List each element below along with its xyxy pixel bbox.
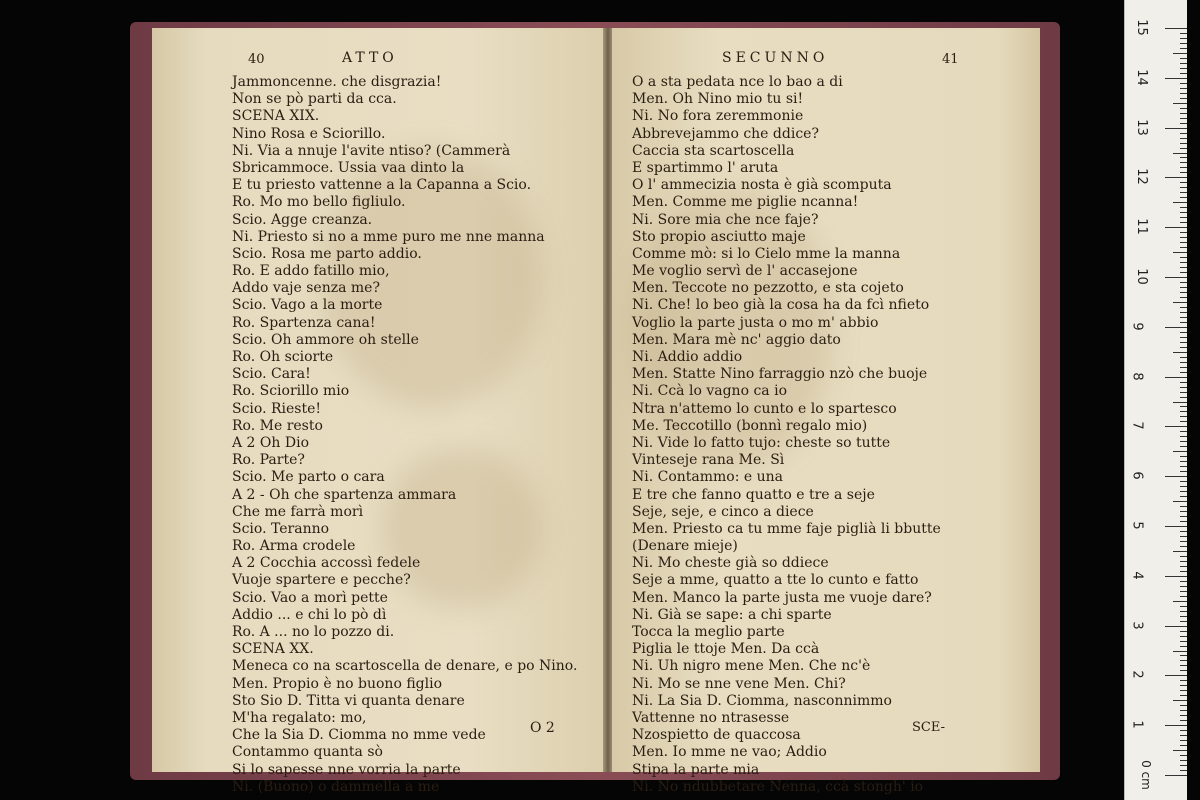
- text-line: Ni. No fora zeremmonie: [632, 108, 804, 125]
- ruler-number: 13: [1133, 118, 1149, 136]
- text-line: Piglia le ttoje Men. Da ccà: [632, 641, 820, 658]
- ruler-tick: [1180, 108, 1187, 109]
- text-line: M'ha regalato: mo,: [232, 709, 367, 726]
- ruler-tick: [1173, 53, 1187, 54]
- text-line: Ro. Spartenza cana!: [232, 314, 376, 331]
- ruler-tick: [1180, 58, 1187, 59]
- ruler-number: 10: [1133, 268, 1149, 285]
- text-line: Scio. Teranno: [232, 520, 330, 537]
- ruler-tick: [1180, 48, 1187, 49]
- text-line: Sto Sio D. Titta vi quanta denare: [232, 692, 465, 709]
- ruler-tick: [1165, 177, 1187, 178]
- ruler-number: 3: [1129, 620, 1145, 630]
- ruler-tick: [1180, 770, 1187, 771]
- ruler-tick: [1180, 317, 1187, 318]
- ruler-number: 4: [1129, 571, 1145, 580]
- text-line: Ni. Mo se nne vene Men. Chi?: [632, 675, 846, 692]
- ruler-tick: [1180, 566, 1187, 567]
- ruler-tick: [1180, 212, 1187, 213]
- ruler-tick: [1180, 506, 1187, 507]
- ruler-tick: [1180, 237, 1187, 238]
- text-line: Men. Propio è no buono figlio: [232, 675, 443, 692]
- text-line: Caccia sta scartoscella: [632, 142, 795, 159]
- text-line: Scio. Me parto o cara: [232, 469, 385, 486]
- text-line: Ni. Uh nigro mene Men. Che nc'è: [632, 658, 871, 675]
- text-line: Ntra n'attemo lo cunto e lo spartesco: [632, 400, 897, 417]
- text-line: Scio. Cara!: [232, 366, 311, 383]
- text-line: Ni. No ndubbetare Nenna, ccà stongh' io: [632, 778, 924, 795]
- ruler-number: 5: [1129, 521, 1145, 530]
- text-line: Ni. Sore mia che nce faje?: [632, 211, 819, 228]
- ruler-tick: [1173, 551, 1187, 552]
- ruler-tick: [1180, 631, 1187, 632]
- ruler-tick: [1180, 690, 1187, 691]
- ruler-tick: [1180, 118, 1187, 119]
- ruler-tick: [1180, 670, 1187, 671]
- text-line: Ro. Mo mo bello figliulo.: [232, 194, 406, 211]
- ruler-tick: [1180, 481, 1187, 482]
- ruler-tick: [1180, 187, 1187, 188]
- ruler-tick: [1180, 138, 1187, 139]
- ruler-tick: [1180, 337, 1187, 338]
- ruler-tick: [1180, 710, 1187, 711]
- ruler-tick: [1180, 586, 1187, 587]
- ruler-tick: [1180, 123, 1187, 124]
- text-line: Vuoje spartere e pecche?: [232, 572, 411, 589]
- text-line: Men. Statte Nino farraggio nzò che buoje: [632, 366, 928, 383]
- ruler-tick: [1180, 73, 1187, 74]
- ruler-tick: [1180, 411, 1187, 412]
- page-number: 40: [248, 52, 265, 67]
- ruler-tick: [1180, 606, 1187, 607]
- ruler-tick: [1173, 302, 1187, 303]
- text-line: Ni. Contammo: e una: [632, 469, 784, 486]
- ruler-tick: [1173, 153, 1187, 154]
- ruler-tick: [1180, 621, 1187, 622]
- ruler-tick: [1180, 416, 1187, 417]
- ruler-tick: [1180, 207, 1187, 208]
- text-line: Men. Oh Nino mio tu si!: [632, 91, 804, 108]
- ruler-unit-label: 0 cm: [1138, 760, 1153, 790]
- ruler-tick: [1180, 272, 1187, 273]
- text-block: [232, 74, 592, 796]
- ruler-tick: [1180, 521, 1187, 522]
- text-line: Abbrevejammo che ddice?: [632, 125, 819, 142]
- ruler-tick: [1180, 745, 1187, 746]
- text-line: Ni. Già se sape: a chi sparte: [632, 606, 832, 623]
- ruler-tick: [1165, 526, 1187, 527]
- ruler-tick: [1180, 571, 1187, 572]
- ruler-tick: [1180, 556, 1187, 557]
- ruler-tick: [1173, 352, 1187, 353]
- text-line: Men. Mara mè nc' aggio dato: [632, 331, 841, 348]
- ruler-number: 9: [1129, 322, 1145, 331]
- ruler-tick: [1180, 267, 1187, 268]
- ruler-tick: [1180, 148, 1187, 149]
- ruler-tick: [1180, 466, 1187, 467]
- text-line: Men. Teccote no pezzotto, e sta cojeto: [632, 280, 904, 297]
- ruler-tick: [1180, 516, 1187, 517]
- ruler-tick: [1173, 601, 1187, 602]
- ruler-tick: [1165, 426, 1187, 427]
- text-line: Scio. Agge creanza.: [232, 211, 373, 228]
- ruler-tick: [1180, 397, 1187, 398]
- text-line: Ni. Che! lo beo già la cosa ha da fcì nfieto: [632, 297, 930, 314]
- ruler-tick: [1180, 546, 1187, 547]
- text-line: Ni. (Buono) o dammella a me: [232, 778, 440, 795]
- text-line: Seje a mme, quatto a tte lo cunto e fatto: [632, 572, 919, 589]
- ruler-tick: [1180, 342, 1187, 343]
- ruler-tick: [1180, 441, 1187, 442]
- ruler-tick: [1180, 695, 1187, 696]
- right-page: [612, 28, 1040, 795]
- text-line: E spartimmo l' aruta: [632, 159, 779, 176]
- ruler-tick: [1180, 367, 1187, 368]
- ruler-tick: [1180, 646, 1187, 647]
- text-line: Seje, seje, e cinco a diece: [632, 503, 814, 520]
- ruler-tick: [1180, 392, 1187, 393]
- ruler-tick: [1180, 133, 1187, 134]
- ruler-tick: [1180, 387, 1187, 388]
- ruler-tick: [1165, 128, 1187, 129]
- text-line: Addio ... e chi lo pò dì: [232, 606, 387, 623]
- ruler-tick: [1173, 501, 1187, 502]
- ruler-tick: [1180, 157, 1187, 158]
- ruler-tick: [1165, 28, 1187, 29]
- text-line: E tre che fanno quatto e tre a seje: [632, 486, 875, 503]
- ruler-tick: [1180, 596, 1187, 597]
- ruler-tick: [1180, 461, 1187, 462]
- ruler-tick: [1165, 626, 1187, 627]
- ruler-tick: [1173, 402, 1187, 403]
- ruler-tick: [1165, 327, 1187, 328]
- ruler-tick: [1180, 660, 1187, 661]
- text-block: [632, 74, 1012, 796]
- ruler-tick: [1180, 471, 1187, 472]
- ruler-tick: [1180, 531, 1187, 532]
- ruler-number: 1: [1129, 720, 1145, 729]
- ruler-tick: [1180, 406, 1187, 407]
- ruler-tick: [1173, 750, 1187, 751]
- ruler-tick: [1180, 217, 1187, 218]
- text-line: Che la Sia D. Ciomma no mme vede: [232, 727, 486, 744]
- ruler-tick: [1173, 202, 1187, 203]
- ruler-tick: [1173, 451, 1187, 452]
- text-line: Meneca co na scartoscella de denare, e po Nino.: [232, 658, 578, 675]
- running-header: ATTO: [342, 50, 398, 66]
- text-line: Scio. Rosa me parto addio.: [232, 245, 422, 262]
- ruler-tick: [1165, 377, 1187, 378]
- text-line: Che me farrà morì: [232, 503, 364, 520]
- ruler-tick: [1165, 576, 1187, 577]
- text-line: Vattenne no ntrasesse: [632, 709, 790, 726]
- ruler-tick: [1180, 192, 1187, 193]
- ruler-tick: [1180, 705, 1187, 706]
- ruler-tick: [1180, 740, 1187, 741]
- ruler-tick: [1165, 277, 1187, 278]
- text-line: E tu priesto vattenne a la Capanna a Scio.: [232, 177, 532, 194]
- ruler-tick: [1180, 262, 1187, 263]
- ruler-tick: [1180, 421, 1187, 422]
- ruler-tick: [1180, 561, 1187, 562]
- ruler-tick: [1180, 83, 1187, 84]
- ruler-tick: [1180, 222, 1187, 223]
- ruler-tick: [1180, 511, 1187, 512]
- text-line: Ni. Via a nnuje l'avite ntiso? (Cammerà: [232, 142, 511, 159]
- ruler-tick: [1180, 287, 1187, 288]
- left-page: [152, 28, 604, 795]
- ruler-tick: [1180, 536, 1187, 537]
- ruler-tick: [1180, 63, 1187, 64]
- text-line: Jammoncenne. che disgrazia!: [232, 74, 442, 90]
- ruler-tick: [1180, 43, 1187, 44]
- ruler-tick: [1180, 760, 1187, 761]
- ruler-tick: [1180, 680, 1187, 681]
- text-line: Me voglio servì de l' accasejone: [632, 263, 858, 280]
- text-line: Scio. Rieste!: [232, 400, 322, 417]
- text-line: Vinteseje rana Me. Sì: [632, 452, 785, 469]
- ruler-tick: [1180, 93, 1187, 94]
- ruler-number: 7: [1129, 421, 1145, 431]
- text-line: O l' ammecizia nosta è già scomputa: [632, 177, 892, 194]
- text-line: Ro. Arma crodele: [232, 538, 356, 555]
- ruler-tick: [1180, 197, 1187, 198]
- text-line: Stipa la parte mia: [632, 761, 760, 778]
- text-line: Ro. Parte?: [232, 452, 305, 469]
- text-line: Voglio la parte justa o mo m' abbio: [632, 314, 879, 331]
- ruler-tick: [1180, 143, 1187, 144]
- ruler-tick: [1165, 725, 1187, 726]
- ruler-tick: [1180, 362, 1187, 363]
- ruler-tick: [1180, 282, 1187, 283]
- ruler-tick: [1165, 227, 1187, 228]
- text-line: Men. Manco la parte justa me vuoje dare?: [632, 589, 932, 606]
- text-line: Ro. A ... no lo pozzo di.: [232, 624, 395, 640]
- ruler-tick: [1180, 292, 1187, 293]
- text-line: A 2 Cocchia accossì fedele: [232, 555, 421, 572]
- text-line: A 2 - Oh che spartenza ammara: [232, 486, 457, 503]
- ruler-number: 14: [1133, 69, 1149, 86]
- text-line: Scio. Vao a morì pette: [232, 589, 388, 606]
- text-line: (Denare mieje): [632, 538, 738, 555]
- ruler-tick: [1180, 665, 1187, 666]
- ruler-number: 11: [1133, 218, 1149, 235]
- text-line: Ni. Mo cheste già so ddiece: [632, 555, 829, 572]
- text-line: A 2 Oh Dio: [232, 434, 309, 451]
- running-header: SECUNNO: [722, 50, 829, 66]
- ruler-tick: [1180, 68, 1187, 69]
- text-line: SCENA XX.: [232, 641, 314, 658]
- text-line: Tocca la meglio parte: [632, 624, 785, 640]
- text-line: Sto propio asciutto maje: [632, 228, 806, 245]
- ruler-tick: [1180, 611, 1187, 612]
- ruler-tick: [1173, 651, 1187, 652]
- text-line: Ro. Sciorillo mio: [232, 383, 350, 400]
- ruler-tick: [1180, 765, 1187, 766]
- text-line: Ro. Me resto: [232, 417, 323, 434]
- text-line: Men. Io mme ne vao; Addio: [632, 744, 827, 761]
- ruler-tick: [1180, 307, 1187, 308]
- text-line: Contammo quanta sò: [232, 744, 383, 761]
- ruler-tick: [1180, 182, 1187, 183]
- ruler-tick: [1180, 636, 1187, 637]
- ruler-tick: [1165, 775, 1187, 776]
- ruler-tick: [1180, 541, 1187, 542]
- measurement-ruler: [1124, 0, 1187, 800]
- text-line: Non se pò parti da cca.: [232, 91, 397, 108]
- ruler-tick: [1165, 78, 1187, 79]
- ruler-tick: [1180, 88, 1187, 89]
- ruler-tick: [1180, 755, 1187, 756]
- ruler-tick: [1180, 357, 1187, 358]
- ruler-tick: [1180, 446, 1187, 447]
- ruler-tick: [1180, 372, 1187, 373]
- text-line: Ni. La Sia D. Ciomma, nasconnimmo: [632, 692, 892, 709]
- ruler-tick: [1180, 167, 1187, 168]
- text-line: Si lo sapesse nne vorria la parte: [232, 761, 461, 778]
- text-line: Ni. Addio addio: [632, 349, 743, 365]
- text-line: Comme mò: si lo Cielo mme la manna: [632, 245, 901, 262]
- text-line: Men. Comme me piglie ncanna!: [632, 194, 859, 211]
- ruler-tick: [1180, 655, 1187, 656]
- ruler-tick: [1180, 581, 1187, 582]
- ruler-tick: [1180, 735, 1187, 736]
- ruler-tick: [1180, 491, 1187, 492]
- text-line: Ni. Vide lo fatto tujo: cheste so tutte: [632, 434, 891, 451]
- ruler-tick: [1180, 232, 1187, 233]
- text-line: Sbricammoce. Ussia vaa dinto la: [232, 159, 465, 176]
- text-line: Nino Rosa e Sciorillo.: [232, 125, 386, 142]
- catchword: O 2: [530, 720, 555, 736]
- ruler-tick: [1165, 675, 1187, 676]
- text-line: Nzospietto de quaccosa: [632, 727, 801, 744]
- text-line: Ro. E addo fatillo mio,: [232, 263, 390, 280]
- text-line: Me. Teccotillo (bonnì regalo mio): [632, 417, 868, 434]
- ruler-tick: [1180, 332, 1187, 333]
- text-line: Addo vaje senza me?: [232, 280, 380, 297]
- ruler-tick: [1180, 641, 1187, 642]
- ruler-tick: [1180, 257, 1187, 258]
- text-line: Ni. Priesto si no a mme puro me nne manna: [232, 228, 545, 245]
- ruler-tick: [1173, 700, 1187, 701]
- ruler-tick: [1180, 312, 1187, 313]
- ruler-tick: [1180, 347, 1187, 348]
- ruler-tick: [1180, 33, 1187, 34]
- ruler-tick: [1180, 591, 1187, 592]
- text-line: Scio. Oh ammore oh stelle: [232, 331, 419, 348]
- ruler-tick: [1180, 436, 1187, 437]
- text-line: Ro. Oh sciorte: [232, 349, 334, 365]
- ruler-tick: [1180, 456, 1187, 457]
- catchword: SCE-: [912, 720, 945, 735]
- ruler-tick: [1180, 496, 1187, 497]
- ruler-tick: [1180, 172, 1187, 173]
- text-line: Ni. Ccà lo vagno ca io: [632, 383, 787, 400]
- ruler-number: 15: [1133, 19, 1149, 36]
- ruler-tick: [1180, 247, 1187, 248]
- ruler-number: 2: [1129, 670, 1145, 680]
- ruler-tick: [1180, 38, 1187, 39]
- ruler-tick: [1180, 98, 1187, 99]
- ruler-number: 8: [1129, 371, 1145, 381]
- text-line: SCENA XIX.: [232, 108, 320, 125]
- ruler-tick: [1180, 322, 1187, 323]
- ruler-tick: [1180, 242, 1187, 243]
- ruler-tick: [1165, 476, 1187, 477]
- ruler-tick: [1180, 486, 1187, 487]
- ruler-tick: [1173, 252, 1187, 253]
- ruler-tick: [1180, 431, 1187, 432]
- ruler-tick: [1180, 730, 1187, 731]
- text-line: O a sta pedata nce lo bao a di: [632, 74, 843, 90]
- ruler-tick: [1180, 297, 1187, 298]
- ruler-tick: [1180, 162, 1187, 163]
- ruler-tick: [1180, 382, 1187, 383]
- ruler-tick: [1180, 616, 1187, 617]
- text-line: Scio. Vago a la morte: [232, 297, 383, 314]
- ruler-number: 6: [1129, 471, 1145, 480]
- ruler-tick: [1180, 720, 1187, 721]
- page-number: 41: [942, 52, 959, 67]
- ruler-number: 12: [1133, 168, 1149, 186]
- text-line: Men. Priesto ca tu mme faje piglià li bbutte: [632, 520, 941, 537]
- ruler-tick: [1180, 113, 1187, 114]
- ruler-tick: [1173, 103, 1187, 104]
- ruler-tick: [1180, 685, 1187, 686]
- ruler-tick: [1180, 715, 1187, 716]
